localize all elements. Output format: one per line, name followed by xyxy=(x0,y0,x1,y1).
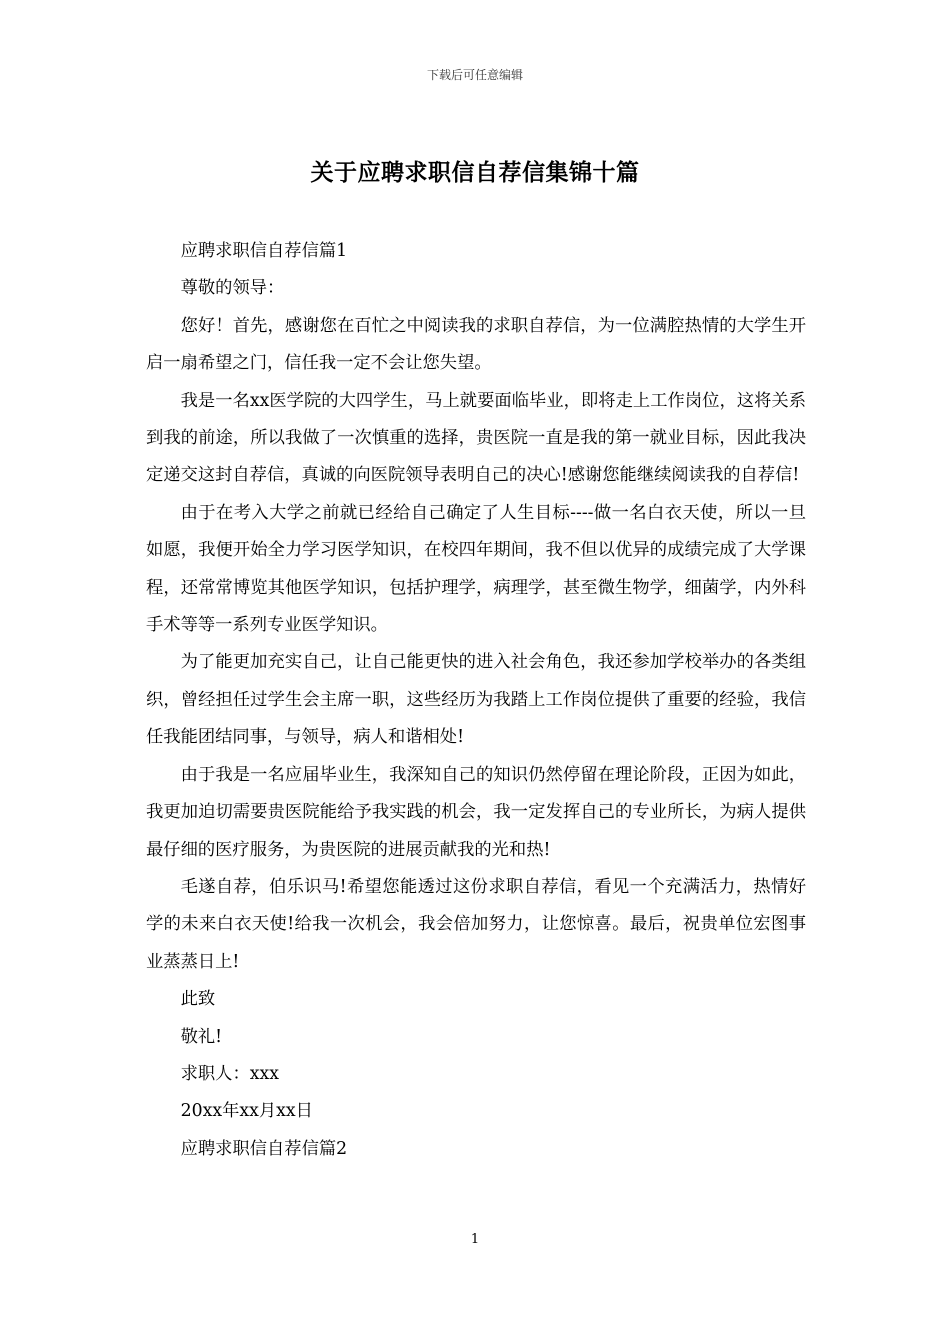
salutation: 尊敬的领导： xyxy=(180,278,285,299)
document-body xyxy=(146,233,806,1168)
closing-line: 敬礼! xyxy=(180,1026,223,1047)
document-title: 关于应聘求职信自荐信集锦十篇 xyxy=(310,159,640,186)
date-line: 20xx年xx月xx日 xyxy=(180,1101,313,1122)
body-paragraph: 毛遂自荐，伯乐识马!希望您能透过这份求职自荐信，看见一个充满活力，热情好学的未来白衣天使!给我一次机会，我会倍加努力，让您惊喜。最后，祝贵单位宏图事业蒸蒸日上! xyxy=(146,876,806,972)
body-paragraph: 为了能更加充实自己，让自己能更快的进入社会角色，我还参加学校举办的各类组织，曾经担任过学生会主席一职，这些经历为我踏上工作岗位提供了重要的经验，我信任我能团结同事，与领导，病人和谐相处! xyxy=(146,652,806,748)
body-paragraph: 由于在考入大学之前就已经给自己确定了人生目标----做一名白衣天使，所以一旦如愿，我便开始全力学习医学知识，在校四年期间，我不但以优异的成绩完成了大学课程，还常常博览其他医学知识，包括护理学，病理学，甚至微生物学，细菌学，内外科手术等等一系列专业医学知识。 xyxy=(146,502,806,636)
body-paragraph: 我是一名xx医学院的大四学生，马上就要面临毕业，即将走上工作岗位，这将关系到我的前途，所以我做了一次慎重的选择，贵医院一直是我的第一就业目标，因此我决定递交这封自荐信，真诚的向医院领导表明自己的决心!感谢您能继续阅读我的自荐信! xyxy=(146,390,806,486)
page-number: 1 xyxy=(470,1232,480,1247)
body-paragraph: 您好！首先，感谢您在百忙之中阅读我的求职自荐信，为一位满腔热情的大学生开启一扇希望之门，信任我一定不会让您失望。 xyxy=(146,315,806,374)
page-header: 下载后可任意编辑 xyxy=(426,68,523,82)
section-heading: 应聘求职信自荐信篇1 xyxy=(180,241,348,261)
section-heading: 应聘求职信自荐信篇2 xyxy=(180,1138,348,1159)
closing-line: 此致 xyxy=(180,989,216,1010)
signature-line: 求职人：xxx xyxy=(180,1063,279,1084)
body-paragraph: 由于我是一名应届毕业生，我深知自己的知识仍然停留在理论阶段，正因为如此，我更加迫切需要贵医院能给予我实践的机会，我一定发挥自己的专业所长，为病人提供最仔细的医疗服务，为贵医院的进展贡献我的光和热! xyxy=(146,764,806,860)
